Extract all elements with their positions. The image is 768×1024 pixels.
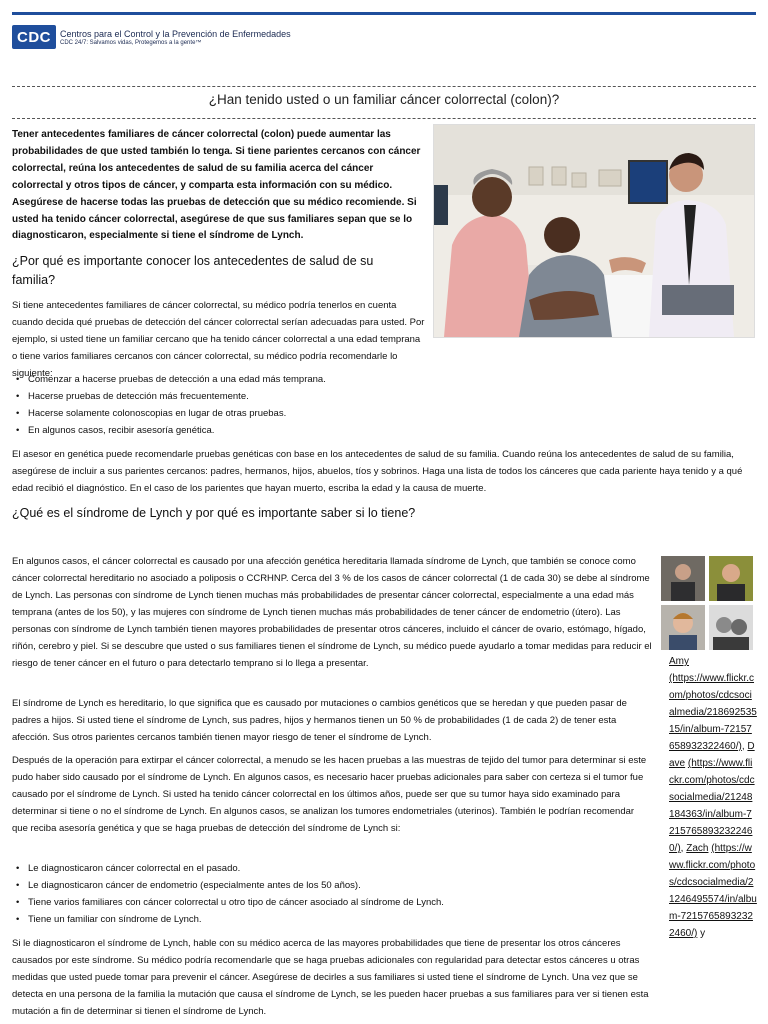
list-item: • Tiene un familiar con síndrome de Lynch. <box>12 911 652 928</box>
cdc-logo-text <box>60 29 291 46</box>
list-item: • Le diagnosticaron cáncer colorrectal en el pasado. <box>12 860 652 877</box>
credit-zach-url[interactable]: (https://www.flickr.com/photos/cdcsocialmedia/21246495574/in/album-72157658932322460/) <box>669 843 757 939</box>
credit-amy-url[interactable]: (https://www.flickr.com/photos/cdcsocialmedia/21869253515/in/album-72157658932322460/) <box>669 673 757 752</box>
photo-credits <box>669 653 757 942</box>
list-item: • Hacerse solamente colonoscopias en lugar de otras pruebas. <box>12 405 612 422</box>
section2-paragraph1: En algunos casos, el cáncer colorrectal es causado por una afección genética hereditaria llamada síndrome de Lynch, que también se conoce como cáncer colorrectal hereditario no asociado a poliposis o CCRHNP. Cerca del 3 % de los casos de cáncer colorrectal (1 de cada 30) se debe al síndrome de Lynch. Las personas con síndrome de Lynch tienen muchas más probabilidades de presentar cáncer colorrectal, especialmente a una edad más temprana (antes de los 50), y las mujeres con síndrome de Lynch tienen muchas más probabilidades de tener cáncer de endometrio (útero). Las personas con síndrome de Lynch también tienen mayores probabilidades de presentar otros cánceres, incluido el cáncer de ovario, estómago, hígado, riñón, cerebro y piel. Si se descubre que usted o sus familiares tienen el síndrome de Lynch, su médico puede ayudarlo a tomar medidas para reducir el riesgo de tener cáncer en el futuro o para detectarlo temprano si lo llega a presentar. <box>12 556 652 669</box>
section2-paragraph3: Después de la operación para extirpar el cáncer colorrectal, a menudo se les hacen pruebas a las muestras de tejido del tumor para determinar si este pudo haber sido causado por el síndrome de Lynch. En algunos casos, es necesario hacer pruebas adicionales para saber con certeza si el tumor fue causado por el síndrome de Lynch. Si usted ha tenido cáncer colorrectal en los últimos años, puede ser que su tumor haya sido examinado para determinar si tiene o no el síndrome de Lynch. En algunos casos, se analizan los tumores endometriales (uterinos). También le podrían recomendar que reciba asesoría genética y que se haga pruebas de detección del síndrome de Lynch si: <box>12 755 647 834</box>
amy-thumbnail[interactable] <box>661 556 705 601</box>
couple-thumbnail[interactable] <box>709 605 753 650</box>
list-item: • Hacerse pruebas de detección más frecuentemente. <box>12 388 612 405</box>
credit-dave-name[interactable]: Dave <box>669 741 755 769</box>
org-tagline: CDC 24/7: Salvamos vidas, Protegemos a la gente™ <box>60 39 202 46</box>
section2-heading: ¿Qué es el síndrome de Lynch y por qué es importante saber si lo tiene? <box>12 506 416 520</box>
list-item: • Le diagnosticaron cáncer de endometrio (especialmente antes de los 50 años). <box>12 877 652 894</box>
section1-paragraph1: Si tiene antecedentes familiares de cáncer colorrectal, su médico podría tenerlos en cuenta cuando decida qué pruebas de detección del cáncer colorrectal serían adecuadas para usted. Por ejemplo, si usted tiene un familiar cercano que ha tenido cáncer colorrectal a una edad temprana o tiene varios familiares cercanos con cáncer colorrectal, su médico podría recomendarle lo siguiente: <box>12 300 425 379</box>
section1-heading: ¿Por qué es importante conocer los antecedentes de salud de su familia? <box>12 254 374 287</box>
section2-paragraph4: Si le diagnosticaron el síndrome de Lynch, hable con su médico acerca de las mayores probabilidades que tiene de presentar los otros cánceres causados por este síndrome. Su médico podría recomendarle que se haga pruebas adicionales con regularidad para detectar estos cánceres u otras medidas que usted puede tomar para prevenir el cáncer. Asegúrese de decirles a sus familiares si usted tiene el síndrome de Lynch. Una vez que se detecta en una persona de la familia la mutación que causa el síndrome de Lynch, se les pueden hacer pruebas a sus familiares para ver si tienen esta mutación a fin de determinar si tienen el síndrome de Lynch. <box>12 938 649 1017</box>
cdc-logo[interactable] <box>12 22 342 52</box>
org-name: Centros para el Control y la Prevención de Enfermedades <box>60 28 291 39</box>
dave-thumbnail[interactable] <box>709 556 753 601</box>
credit-zach-name[interactable]: Zach <box>686 843 709 854</box>
list-item: • Comenzar a hacerse pruebas de detección a una edad más temprana. <box>12 371 612 388</box>
section1-paragraph1-lines1-3 <box>12 297 426 382</box>
title-top-divider <box>12 86 756 87</box>
top-accent-bar <box>12 12 756 15</box>
credit-tail: y <box>700 928 706 939</box>
cdc-logo-mark: CDC <box>12 25 56 49</box>
credit-amy-name[interactable]: Amy <box>669 656 689 667</box>
section2-paragraph2: El síndrome de Lynch es hereditario, lo que significa que es causado por mutaciones o cambios genéticos que se heredan y que pueden pasar de padres a hijos. Si usted tiene el síndrome de Lynch, sus padres, hijos y hermanos tienen un 50 % de probabilidades (1 de cada 2) de tener esta afección. Sus otros parientes cercanos también tienen mayor riesgo de tener el síndrome de Lynch. <box>12 698 627 743</box>
list-item: • En algunos casos, recibir asesoría genética. <box>12 422 612 439</box>
credit-dave-url[interactable]: (https://www.flickr.com/photos/cdcsocialmedia/21248184363/in/album-72157658932322460/) <box>669 758 755 854</box>
title-bottom-divider <box>12 118 756 119</box>
section2-criteria-list <box>12 860 652 928</box>
page-title: ¿Han tenido usted o un familiar cáncer colorrectal (colon)? <box>208 92 560 107</box>
section1-recommendation-list <box>12 371 612 439</box>
people-thumbnails <box>661 556 755 650</box>
list-item: • Tiene varios familiares con cáncer colorrectal u otro tipo de cáncer asociado al síndrome de Lynch. <box>12 894 652 911</box>
section1-paragraph2: El asesor en genética puede recomendarle pruebas genéticas con base en los antecedentes de salud de su familia. Cuando reúna los antecedentes de salud de su familia, asegúrese de incluir a sus parientes cercanos: padres, hermanos, hijos, abuelos, tíos y sobrinos. Haga una lista de todos los cánceres que cada pariente haya tenido y a qué edad recibió el diagnóstico. En el caso de los parientes que hayan muerto, escriba la edad y la causa de muerte. <box>12 449 743 494</box>
intro-paragraph: Tener antecedentes familiares de cáncer colorrectal (colon) puede aumentar las probabilidades de que usted también lo tenga. Si tiene parientes cercanos con cáncer colorrectal, reúna los antecedentes de salud de su familia acerca del cáncer colorrectal y otros tipos de cáncer, y comparta esta información con su médico. Asegúrese de hacerse todas las pruebas de detección que su médico recomiende. Si usted ha tenido cáncer colorrectal, asegúrese de que sus familiares sepan que se lo diagnosticaron, especialmente si tiene el síndrome de Lynch. <box>12 129 421 242</box>
zach-thumbnail[interactable] <box>661 605 705 650</box>
credit-separator: , <box>680 843 684 854</box>
photo-illustration <box>434 125 754 337</box>
credit-separator: , <box>741 741 745 752</box>
doctor-with-patients-photo <box>433 124 755 338</box>
